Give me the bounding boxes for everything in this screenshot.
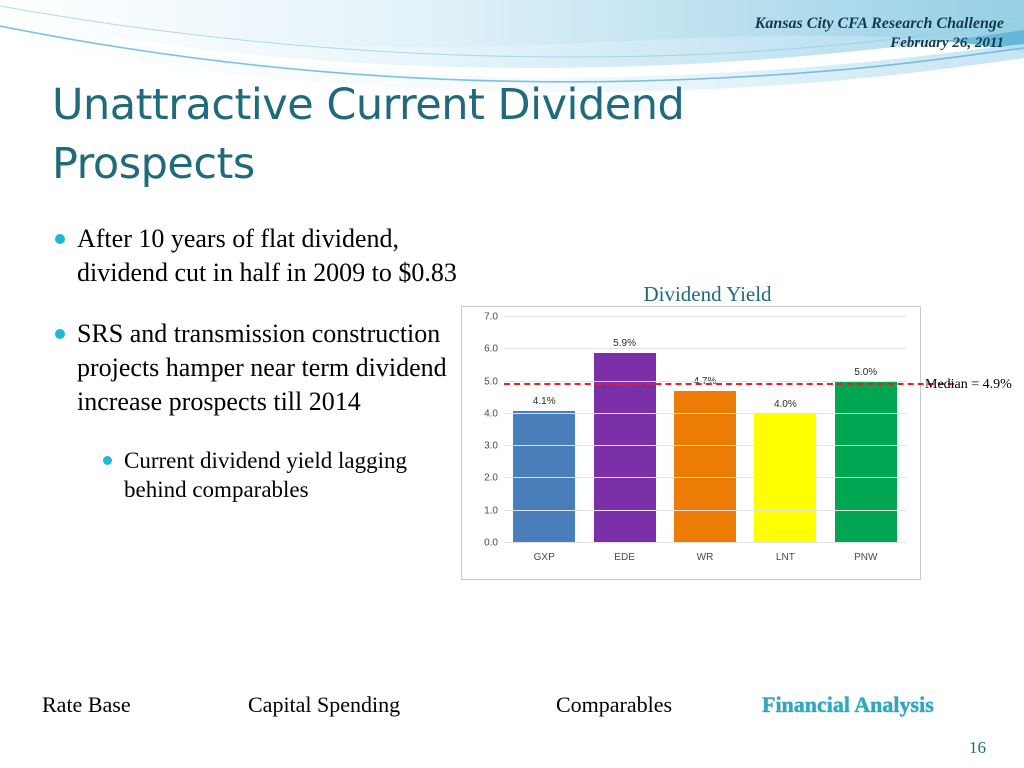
chart-bar-value-label: 4.0% xyxy=(773,398,797,410)
bullet-text: SRS and transmission construction projects hamper near term dividend increase prospects till 2014 xyxy=(77,318,447,417)
x-axis-category-label: WR xyxy=(696,552,714,563)
footer-item-comparables[interactable]: Comparables xyxy=(556,692,673,717)
median-line xyxy=(504,383,954,385)
chart-title: Dividend Yield xyxy=(643,282,772,306)
page-number: 16 xyxy=(969,738,986,757)
list-item xyxy=(55,222,475,291)
list-item-sub xyxy=(103,446,475,506)
page-title: Unattractive Current Dividend Prospects xyxy=(52,80,685,190)
footer-nav xyxy=(0,692,1024,724)
y-axis-tick-label: 6.0 xyxy=(484,343,498,355)
chart-bar xyxy=(835,366,897,563)
median-annotation-label: Median = 4.9% xyxy=(925,376,1012,392)
x-axis-category-label: EDE xyxy=(614,552,635,563)
x-axis-category-label: PNW xyxy=(854,552,878,563)
header-event-title: Kansas City CFA Research Challenge xyxy=(754,15,1004,32)
y-axis-tick-label: 7.0 xyxy=(484,311,498,323)
chart-gridline xyxy=(484,472,906,484)
chart-plot-area xyxy=(484,311,906,563)
dividend-yield-chart xyxy=(461,306,921,580)
y-axis-tick-label: 2.0 xyxy=(484,472,498,484)
chart-bar-value-label: 5.0% xyxy=(854,366,878,378)
x-axis-category-label: GXP xyxy=(533,552,555,563)
chart-bar-value-label: 5.9% xyxy=(613,337,636,349)
bullet-text: Current dividend yield lagging behind comparables xyxy=(124,447,407,503)
bullet-list xyxy=(55,222,475,513)
y-axis-tick-label: 4.0 xyxy=(484,408,498,420)
chart-bar xyxy=(674,376,736,563)
x-axis-category-label: LNT xyxy=(775,552,795,563)
list-item xyxy=(55,317,475,420)
bullet-dot-icon xyxy=(103,456,112,465)
footer-item-financial-analysis[interactable]: Financial Analysis xyxy=(762,692,934,717)
y-axis-tick-label: 3.0 xyxy=(484,440,498,452)
footer-item-rate-base[interactable]: Rate Base xyxy=(42,692,131,717)
bullet-text: After 10 years of flat dividend, dividend cut in half in 2009 to $0.83 xyxy=(77,224,457,288)
footer-item-capital-spending[interactable]: Capital Spending xyxy=(248,692,401,717)
chart-gridline xyxy=(484,408,906,420)
bullet-dot-icon xyxy=(55,329,65,339)
chart-gridline xyxy=(484,311,906,323)
chart-gridline xyxy=(484,440,906,452)
y-axis-tick-label: 1.0 xyxy=(484,505,498,517)
header-text xyxy=(755,14,1004,53)
y-axis-tick-label: 0.0 xyxy=(484,537,498,549)
chart-bar-value-label: 4.7% xyxy=(693,376,717,388)
chart-gridline xyxy=(484,505,906,517)
chart-bar-value-label: 4.1% xyxy=(532,395,556,407)
y-axis-tick-label: 5.0 xyxy=(484,376,498,388)
header-date: February 26, 2011 xyxy=(890,35,1004,51)
bullet-dot-icon xyxy=(55,234,65,244)
chart-gridline xyxy=(484,537,906,549)
